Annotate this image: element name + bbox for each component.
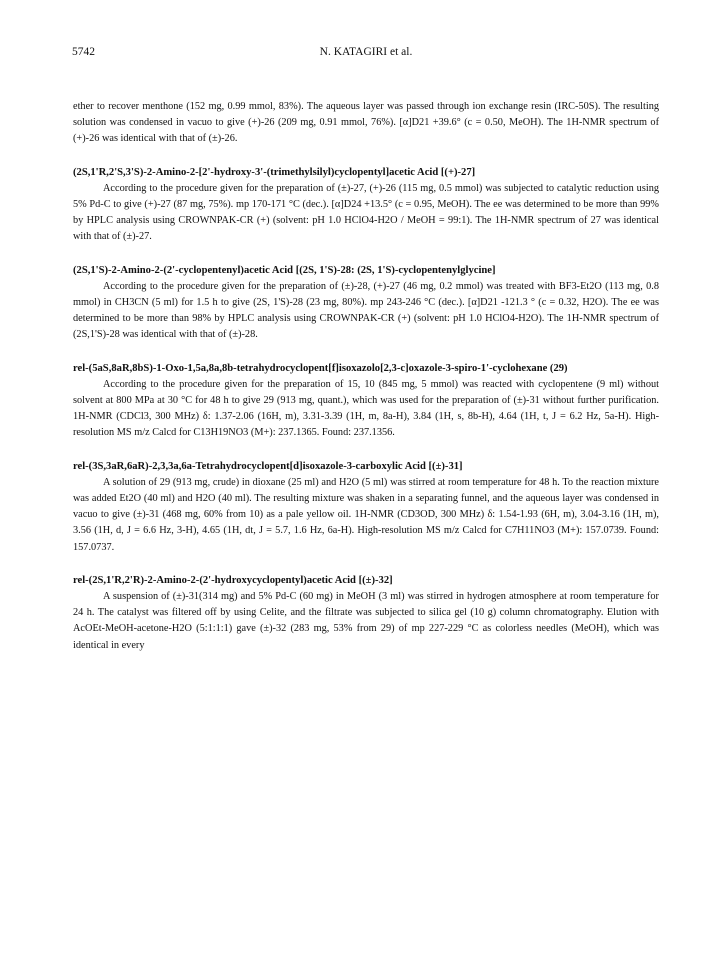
section-heading: (2S,1'S)-2-Amino-2-(2'-cyclopentenyl)acetic Acid [(2S, 1'S)-28: (2S, 1'S)-cyclopentenylglycine] xyxy=(73,264,496,276)
section-text: A suspension of (±)-31(314 mg) and 5% Pd-C (60 mg) in MeOH (3 ml) was stirred in hydrogen atmosphere at room temperature for 24 h. The catalyst was filtered off by using Celite, and the filtrate was subjected to silica gel (10 g) column chromatography. Elution with AcOEt-MeOH-acetone-H2O (5:1:1:1) gave (±)-32 (283 mg, 53% from 29) of mp 227-229 °C as colorless needles (MeOH), which was identical in every xyxy=(73,591,659,651)
section-compound-29 xyxy=(73,361,659,442)
section-text: According to the procedure given for the preparation of 15, 10 (845 mg, 5 mmol) was reacted with cyclopentene (9 ml) without solvent at 800 MPa at 30 °C for 48 h to give 29 (913 mg, quant.), which was used for the preparation of (±)-31 without further purification. 1H-NMR (CDCl3, 300 MHz) δ: 1.37-2.06 (16H, m), 3.31-3.39 (1H, m, 8a-H), 3.84 (1H, s, 8b-H), 4.64 (1H, t, J = 6.2 Hz, 5a-H). High-resolution MS m/z Calcd for C13H19NO3 (M+): 237.1365. Found: 237.1356. xyxy=(73,378,659,439)
section-text: According to the procedure given for the preparation of (±)-27, (+)-26 (115 mg, 0.5 mmol) was subjected to catalytic reduction using 5% Pd-C to give (+)-27 (87 mg, 75%). mp 170-171 °C (dec.). [α]D24 +13.5° (c = 0.95, MeOH). The ee was determined to be more than 99% by HPLC analysis using CROWNPAK-CR (+) (solvent: pH 1.0 HClO4-H2O / MeOH = 99:1). The 1H-NMR spectrum of 27 was identical with that of (±)-27. xyxy=(73,182,659,243)
page-body xyxy=(73,99,659,654)
section-compound-28 xyxy=(73,263,659,344)
section-text: A solution of 29 (913 mg, crude) in dioxane (25 ml) and H2O (5 ml) was stirred at room temperature for 48 h. To the reaction mixture was added Et2O (40 ml) and H2O (40 ml). The resulting mixture was shaken in a separating funnel, and the aqueous layer was condensed in vacuo to give (±)-31 (468 mg, 60% from 10) as a pale yellow oil. 1H-NMR (CD3OD, 300 MHz) δ: 1.54-1.93 (6H, m), 3.04-3.16 (1H, m), 3.56 (1H, d, J = 6.6 Hz, 3-H), 4.65 (1H, dt, J = 5.7, 1.6 Hz, 6a-H). High-resolution MS m/z Calcd for C7H11NO3 (M+): 157.0739. Found: 157.0737. xyxy=(73,476,659,553)
running-head: N. KATAGIRI et al. xyxy=(319,46,413,58)
section-heading: rel-(2S,1'R,2'R)-2-Amino-2-(2'-hydroxycyclopentyl)acetic Acid [(±)-32] xyxy=(73,574,393,586)
section-heading: rel-(3S,3aR,6aR)-2,3,3a,6a-Tetrahydrocyclopent[d]isoxazole-3-carboxylic Acid [(±)-31] xyxy=(73,460,463,472)
section-compound-31 xyxy=(73,459,659,556)
page-number: 5742 xyxy=(72,46,95,58)
section-heading: rel-(5aS,8aR,8bS)-1-Oxo-1,5a,8a,8b-tetrahydrocyclopent[f]isoxazolo[2,3-c]oxazole-3-spiro-1'-cyclohexane (29) xyxy=(73,362,568,374)
section-heading: (2S,1'R,2'S,3'S)-2-Amino-2-[2'-hydroxy-3'-(trimethylsilyl)cyclopentyl]acetic Acid [(+)-27] xyxy=(73,166,476,178)
page-header xyxy=(72,46,660,62)
section-compound-32 xyxy=(73,573,659,654)
section-text: According to the procedure given for the preparation of (±)-28, (+)-27 (46 mg, 0.2 mmol) was treated with BF3-Et2O (113 mg, 0.8 mmol) in CH3CN (5 ml) for 1.5 h to give (2S, 1'S)-28 (23 mg, 80%). mp 243-246 °C (dec.). [α]D21 -121.3 ° (c = 0.32, H2O). The ee was determined to be more than 98% by HPLC analysis using CROWNPAK-CR (+) (solvent: pH 1.0 HClO4-H2O). The 1H-NMR spectrum of (2S,1'S)-28 was identical with that of (±)-28. xyxy=(73,280,659,341)
intro-paragraph: ether to recover menthone (152 mg, 0.99 mmol, 83%). The aqueous layer was passed through ion exchange resin (IRC-50S). The resulting solution was condensed in vacuo to give (+)-26 (209 mg, 0.91 mmol, 76%). [α]D21 +39.6° (c = 0.50, MeOH). The 1H-NMR spectrum of (+)-26 was identical with that of (±)-26. xyxy=(73,101,659,145)
section-compound-27 xyxy=(73,165,659,246)
